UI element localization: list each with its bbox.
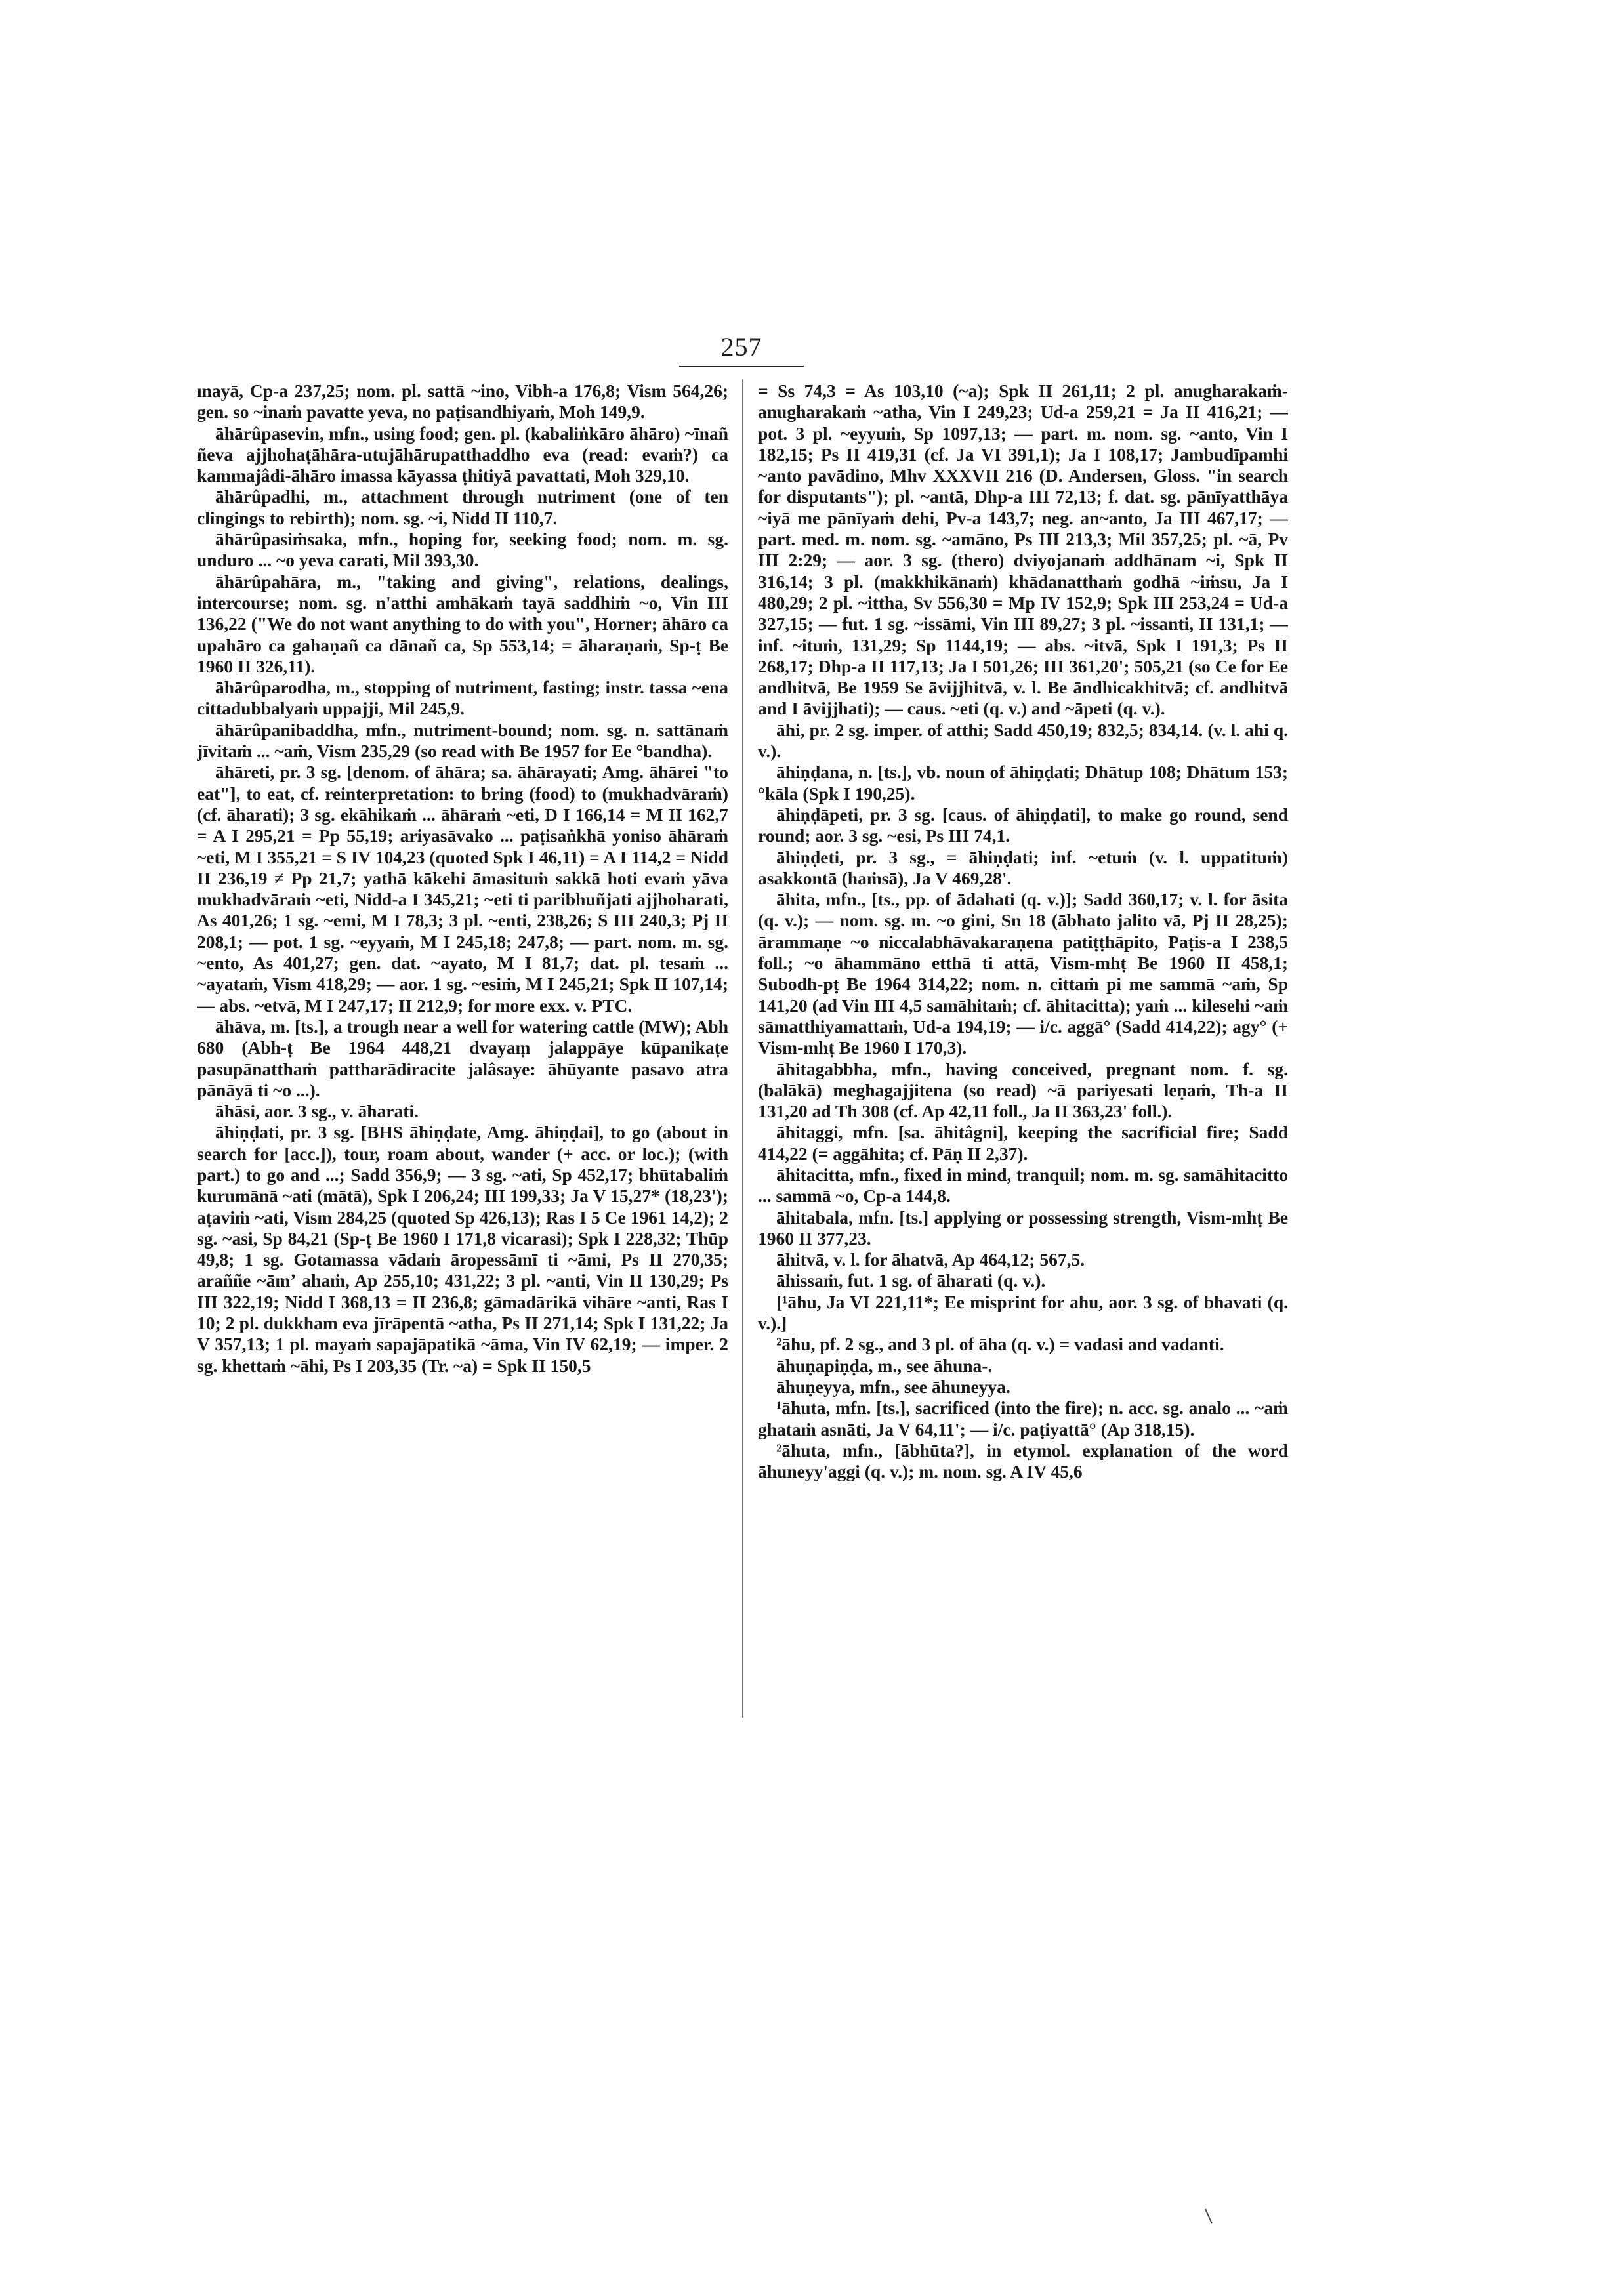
entry-body: pr. 3 sg. [caus. of āhiṇḍati], to make go round, send round; aor. 3 sg. ~esi, Ps III 74,1.	[758, 804, 1288, 846]
entry-body: mfn. [ts.] applying or possessing strength, Vism-mhṭ Be 1960 II 377,23.	[758, 1207, 1288, 1249]
entry-headword: āhitabala,	[776, 1207, 853, 1228]
entry-headword: āhitvā,	[776, 1249, 829, 1270]
dictionary-entry-ahindana	[758, 762, 1288, 804]
entry-headword: āhitacitta,	[776, 1164, 854, 1185]
entry-body: m. [ts.], a trough near a well for watering cattle (MW); Abh 680 (Abh-ṭ Be 1964 448,21 dvayaṃ jalappāye kūpanikaṭe pasupānatthaṁ pattharādiracite jalâsaye: āhūyante pasavo atra pānāyā ti ~o ...).	[197, 1016, 728, 1100]
entry-body: ınayā, Cp-a 237,25; nom. pl. sattā ~ino, Vibh-a 176,8; Vism 564,26; gen. so ~inaṁ pavatte yeva, no paṭisandhiyaṁ, Moh 149,9.	[197, 381, 728, 423]
dictionary-entry-ahitagabbha	[758, 1059, 1288, 1123]
dictionary-entry-ahuneyya	[758, 1376, 1288, 1397]
page-number: 257	[720, 332, 762, 362]
entry-body: m., "taking and giving", relations, dealings, intercourse; nom. sg. n'atthi amhākaṁ tayā saddhiṁ ~o, Vin III 136,22 ("We do not want anything to do with you", Horner; āhāro ca upahāro ca gahaṇañ ca dānañ ca, Sp 553,14; = āharaṇaṁ, Sp-ṭ Be 1960 II 326,11).	[197, 571, 728, 676]
entry-headword: āhārûpanibaddha,	[215, 719, 358, 740]
entry-body: fut. 1 sg. of āharati (q. v.).	[847, 1270, 1046, 1291]
entry-body: mfn., using food; gen. pl. (kabaliṅkāro āhāro) ~īnañ ñeva ajjhohaṭāhāra-utujāhārupatthaddho eva (read: evaṁ?) ca kammajâdi-āhāro imassa kāyassa ṭhitiyā pavattati, Moh 329,10.	[197, 423, 728, 486]
dictionary-entry-ahu1	[758, 1292, 1288, 1334]
dictionary-entry-aharupanibaddha	[197, 720, 728, 762]
entry-headword: āhi,	[776, 719, 805, 740]
dictionary-entry-ahindeti	[758, 847, 1288, 890]
entry-body: mfn., having conceived, pregnant nom. f. sg. (balākā) meghagajjitena (so read) ~ā pariyesati leṇaṁ, Th-a II 131,20 ad Th 308 (cf. Ap 42,11 foll., Ja II 363,23' foll.).	[758, 1058, 1288, 1122]
dictionary-entry-aharupahara	[197, 571, 728, 677]
entry-body: pr. 3 sg. [denom. of āhāra; sa. āhārayati; Amg. āhārei "to eat"], to eat, cf. reinterpretation: to bring (food) to (mukhadvāraṁ) (cf. āharati); 3 sg. ekāhikaṁ ... āhāraṁ ~eti, D I 166,14 = M II 162,7 = A I 295,21 = Pp 55,19; ariyasāvako ... paṭisaṅkhā yoniso āhāraṁ ~eti, M I 355,21 = S IV 104,23 (quoted Spk I 46,11) = A I 114,2 = Nidd II 236,19 ≠ Pp 21,7; yathā kākehi āmasituṁ sakkā hoti evaṁ yāva mukhadvāraṁ ~eti, Nidd-a I 345,21; ~eti ti paribhuñjati ajjhoharati, As 401,26; 1 sg. ~emi, M I 78,3; 3 pl. ~enti, 238,26; S III 240,3; Pj II 208,1; — pot. 1 sg. ~eyyaṁ, M I 245,18; 247,8; — part. nom. m. sg. ~ento, As 401,27; gen. dat. ~ayato, M I 81,7; dat. pl. tesaṁ ... ~ayataṁ, Vism 418,29; — aor. 1 sg. ~esiṁ, M I 245,21; Spk II 107,14; — abs. ~etvā, M I 247,17; II 212,9; for more exx. v. PTC.	[197, 762, 728, 1016]
entry-headword: āhāva,	[215, 1016, 266, 1037]
dictionary-entry-ahasi	[197, 1101, 728, 1122]
right-column	[758, 381, 1288, 1482]
entry-headword: āhārûpasevin,	[215, 423, 324, 444]
entry-body: n. [ts.], vb. noun of āhiṇḍati; Dhātup 108; Dhātum 153; °kāla (Spk I 190,25).	[758, 762, 1288, 804]
dictionary-entry-ahareti	[197, 762, 728, 1016]
dictionary-entry-ahuta1	[758, 1397, 1288, 1440]
dictionary-entry-ahindati	[197, 1122, 728, 1376]
entry-headword: āhitaggi,	[776, 1122, 843, 1143]
dictionary-entry-ahu2	[758, 1334, 1288, 1355]
entry-body: m., attachment through nutriment (one of ten clingings to rebirth); nom. sg. ~i, Nidd II 110,7.	[197, 486, 728, 528]
dictionary-entry-ahitva	[758, 1249, 1288, 1270]
dictionary-entry-aharuparodha	[197, 677, 728, 720]
entry-headword: āhitagabbha,	[776, 1058, 877, 1079]
dictionary-entry-ahuta2	[758, 1440, 1288, 1483]
dictionary-entry-aharupadhi	[197, 486, 728, 529]
entry-headword: āhiṇḍana,	[776, 762, 853, 783]
entry-body: pr. 2 sg. imper. of atthi; Sadd 450,19; 832,5; 834,14. (v. l. ahi q. v.).	[758, 719, 1288, 762]
entry-body: mfn., [ts., pp. of ādahati (q. v.)]; Sadd 360,17; v. l. for āsita (q. v.); — nom. sg. m. ~o gini, Sn 18 (ābhato jalito vā, Pj II 28,25); ārammaṇe ~o niccalabhāvakaraṇena patiṭṭhāpito, Paṭis-a I 238,5 foll.; ~o āhammāno etthā ti attā, Vism-mhṭ Be 1960 II 458,1; Subodh-pṭ Be 1964 314,22; nom. n. cittaṁ pi me sammā ~aṁ, Sp 141,20 (ad Vin III 4,5 samāhitaṁ; cf. āhitacitta); yaṁ ... kilesehi ~aṁ sāmatthiyamattaṁ, Ud-a 194,19; — i/c. aggā° (Sadd 414,22); agy° (+ Vism-mhṭ Be 1960 I 170,3).	[758, 889, 1288, 1058]
entry-body: m., see āhuna-.	[877, 1355, 993, 1376]
dictionary-entry-cont-ahindati	[758, 381, 1288, 720]
dictionary-entry-ahitaggi	[758, 1122, 1288, 1165]
entry-body: Ja VI 221,11*; Ee misprint for ahu, aor. 3 sg. of bhavati (q. v.).]	[758, 1291, 1288, 1334]
entry-headword: āhissaṁ,	[776, 1270, 843, 1291]
entry-body: mfn. [ts.], sacrificed (into the fire); n. acc. sg. analo ... ~aṁ ghataṁ asnāti, Ja V 64,11'; — i/c. paṭiyattā° (Ap 318,15).	[758, 1397, 1288, 1439]
entry-body: aor. 3 sg., v. āharati.	[264, 1101, 419, 1122]
dictionary-entry-ahitabala	[758, 1207, 1288, 1250]
entry-body: pr. 3 sg. [BHS āhiṇḍate, Amg. āhiṇḍai], to go (about in search for [acc.]), tour, roam about, wander (+ acc. or loc.); (with part.) to go and ...; Sadd 356,9; — 3 sg. ~ati, Sp 452,17; bhūtabaliṁ kurumānā ~ati (mātā), Spk I 206,24; III 199,33; Ja V 15,27* (18,23'); aṭaviṁ ~ati, Vism 284,25 (quoted Sp 426,13); Ras I 5 Ce 1961 14,2); 2 sg. ~asi, Sp 84,21 (Sp-ṭ Be 1960 I 171,8 vicarasi); Spk I 228,32; Thūp 49,8; 1 sg. Gotamassa vādaṁ āropessāmī ti ~āmi, Ps II 270,35; araññe ~āmʼ ahaṁ, Ap 255,10; 431,22; 3 pl. ~anti, Vin II 130,29; Ps III 322,19; Nidd I 368,13 = II 236,8; gāmadārikā vihāre ~anti, Ras I 10; 2 pl. dukkham eva jīrāpentā ~atha, Ps II 271,14; Spk I 131,22; Ja V 357,13; 1 pl. mayaṁ sapajāpatikā ~āma, Vin IV 62,19; — imper. 2 sg. khettaṁ ~āhi, Ps I 203,35 (Tr. ~a) = Spk II 150,5	[197, 1122, 728, 1376]
entry-headword: āhiṇḍāpeti,	[776, 804, 864, 825]
entry-headword: āhārûparodha,	[215, 677, 331, 698]
entry-headword: āhārûpasiṁsaka,	[215, 529, 347, 550]
entry-body: v. l. for āhatvā, Ap 464,12; 567,5.	[833, 1249, 1085, 1270]
dictionary-entry-ahita	[758, 889, 1288, 1058]
entry-body: mfn. [sa. āhitâgni], keeping the sacrificial fire; Sadd 414,22 (= aggāhita; cf. Pāṇ II 2,37).	[758, 1122, 1288, 1164]
entry-body: pf. 2 sg., and 3 pl. of āha (q. v.) = vadasi and vadanti.	[820, 1334, 1224, 1355]
entry-headword: āhita,	[776, 889, 820, 910]
column-divider	[742, 379, 743, 1718]
dictionary-entry-aharupasevin	[197, 423, 728, 487]
dictionary-entry-ahindapeti	[758, 804, 1288, 847]
header-rule	[679, 366, 804, 367]
entry-body: mfn., see āhuneyya.	[859, 1376, 1010, 1397]
entry-headword: āhiṇḍati,	[215, 1122, 284, 1143]
entry-headword: āhāsi,	[215, 1101, 260, 1122]
entry-body: mfn., hoping for, seeking food; nom. m. sg. unduro ... ~o yeva carati, Mil 393,30.	[197, 529, 728, 571]
entry-headword: āhāreti,	[215, 762, 275, 783]
entry-body: = Ss 74,3 = As 103,10 (~a); Spk II 261,11; 2 pl. anugharakaṁ-anugharakaṁ ~atha, Vin I 249,23; Ud-a 259,21 = Ja II 416,21; — pot. 3 pl. ~eyyuṁ, Sp 1097,13; — part. m. nom. sg. ~anto, Vin I 182,15; Ps II 419,31 (cf. Ja VI 391,1); Ja I 108,17; Jambudīpamhi ~anto pavādino, Mhv XXXVII 216 (D. Andersen, Gloss. "in search for disputants"); pl. ~antā, Dhp-a III 72,13; f. dat. sg. pānīyatthāya ~iyā me pānīyaṁ dehi, Pv-a 143,7; neg. an~anto, Ja III 467,17; — part. med. m. nom. sg. ~amāno, Ps III 213,3; Mil 357,25; pl. ~ā, Pv III 2:29; — aor. 3 sg. (thero) dviyojanaṁ addhānam ~i, Spk II 316,14; 3 pl. (makkhikānaṁ) khādanatthaṁ godhā ~iṁsu, Ja I 480,29; 2 pl. ~ittha, Sv 556,30 = Mp IV 152,9; Spk III 253,24 = Ud-a 327,15; — fut. 1 sg. ~issāmi, Vin III 89,27; 3 pl. ~issanti, II 131,1; — inf. ~ituṁ, 131,29; Sp 1144,19; — abs. ~itvā, Spk I 191,3; Ps II 268,17; Dhp-a II 117,13; Ja I 501,26; III 361,20'; 505,21 (so Ce for Ee andhitvā, Be 1959 Se āvijjhitvā, v. l. Be āndhicakhitvā; cf. andhitvā and I āvijjhati); — caus. ~eti (q. v.) and ~āpeti (q. v.).	[758, 381, 1288, 719]
pen-mark-icon	[1204, 2208, 1213, 2225]
dictionary-entry-aharupasimsaka	[197, 529, 728, 571]
entry-headword: āhiṇḍeti,	[776, 846, 844, 867]
dictionary-entry-ahunapinda	[758, 1355, 1288, 1376]
left-column	[197, 381, 728, 1376]
entry-body: mfn., fixed in mind, tranquil; nom. m. sg. samāhitacitto ... sammā ~o, Cp-a 144,8.	[758, 1164, 1288, 1207]
entry-body: mfn., [ābhūta?], in etymol. explanation of the word āhuneyy'aggi (q. v.); m. nom. sg. A IV 45,6	[758, 1439, 1288, 1482]
entry-body: pr. 3 sg., = āhiṇḍati; inf. ~etuṁ (v. l. uppatituṁ) asakkontā (haṁsā), Ja V 469,28'.	[758, 846, 1288, 888]
entry-body: m., stopping of nutriment, fasting; instr. tassa ~ena cittadubbalyaṁ uppajji, Mil 245,9.	[197, 677, 728, 719]
entry-headword: āhuṇapiṇḍa,	[776, 1355, 873, 1376]
entry-body: mfn., nutriment-bound; nom. sg. n. sattānaṁ jīvitaṁ ... ~aṁ, Vism 235,29 (so read with Be 1957 for Ee °bandha).	[197, 719, 728, 762]
entry-headword: ¹āhuta,	[776, 1397, 831, 1418]
entry-headword: āhārûpahāra,	[215, 571, 322, 592]
entry-headword: āhārûpadhi,	[215, 486, 310, 507]
entry-headword: āhuṇeyya,	[776, 1376, 855, 1397]
dictionary-entry-ahi	[758, 720, 1288, 762]
dictionary-entry-ahissam	[758, 1270, 1288, 1291]
entry-headword: ²āhu,	[776, 1334, 816, 1355]
entry-headword: [¹āhu,	[776, 1291, 822, 1312]
dictionary-entry-ahava	[197, 1016, 728, 1101]
dictionary-entry-cont-maya	[197, 381, 728, 423]
dictionary-entry-ahitacitta	[758, 1165, 1288, 1207]
entry-headword: ²āhuta,	[776, 1439, 831, 1460]
